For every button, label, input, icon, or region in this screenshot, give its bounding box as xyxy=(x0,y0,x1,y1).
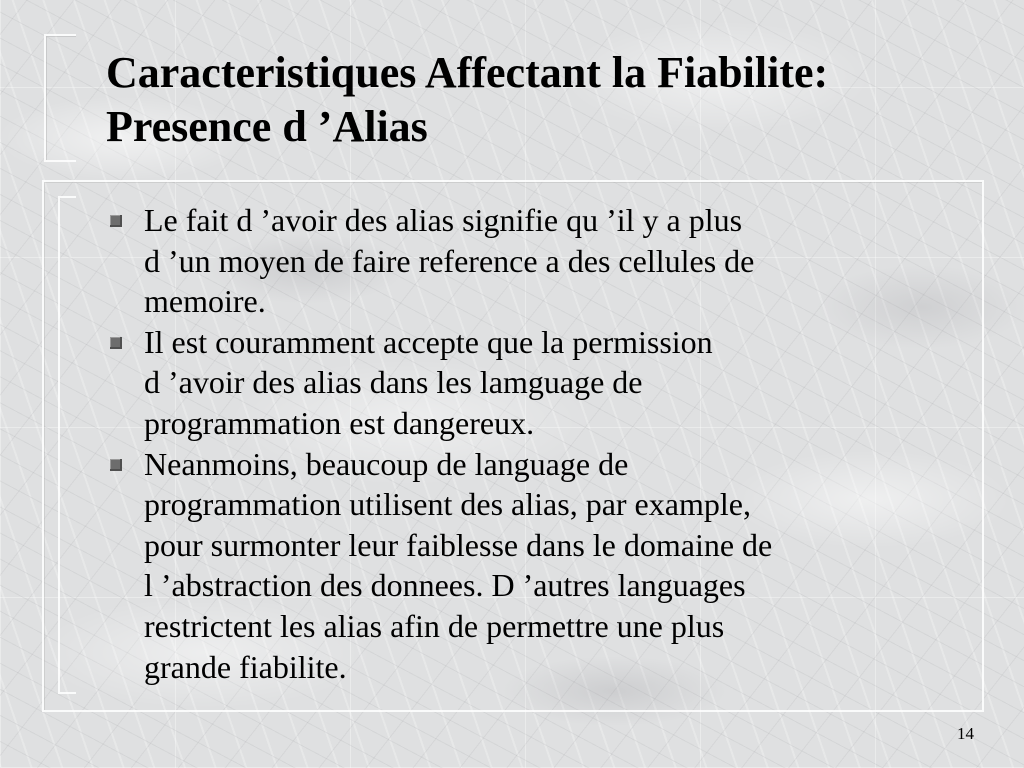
slide-title xyxy=(106,46,986,154)
bullet-text-line: d ’un moyen de faire reference a des cellules de xyxy=(144,242,755,279)
slide-number: 14 xyxy=(957,724,974,743)
bullet-text-line: Il est couramment accepte que la permission xyxy=(144,323,713,360)
title-frame-decoration xyxy=(44,34,76,162)
square-bullet-icon xyxy=(110,215,122,227)
bullet-text-line: restrictent les alias afin de permettre une plus xyxy=(144,607,725,644)
bullet-list xyxy=(108,200,938,687)
slide-title-line: Presence d ’Alias xyxy=(106,102,428,151)
square-bullet-icon xyxy=(110,337,122,349)
bullet-text-line: programmation est dangereux. xyxy=(144,404,535,441)
bullet-text-line: d ’avoir des alias dans les lamguage de xyxy=(144,364,643,401)
bullet-text-line: pour surmonter leur faiblesse dans le domaine de xyxy=(144,526,773,563)
bullet-item xyxy=(108,444,938,688)
bullet-item xyxy=(108,200,938,322)
slide-title-line: Caracteristiques Affectant la Fiabilite: xyxy=(106,48,829,97)
bullet-text-line: programmation utilisent des alias, par example, xyxy=(144,486,751,523)
bullet-text-line: Le fait d ’avoir des alias signifie qu ’il y a plus xyxy=(144,202,743,238)
bullet-text-line: memoire. xyxy=(144,283,266,320)
content-frame-decoration xyxy=(58,196,76,694)
bullet-text-line: Neanmoins, beaucoup de language de xyxy=(144,445,629,482)
square-bullet-icon xyxy=(110,459,122,471)
bullet-text-line: grande fiabilite. xyxy=(144,648,347,685)
bullet-item xyxy=(108,322,938,444)
bullet-text-line: l ’abstraction des donnees. D ’autres languages xyxy=(144,567,746,604)
